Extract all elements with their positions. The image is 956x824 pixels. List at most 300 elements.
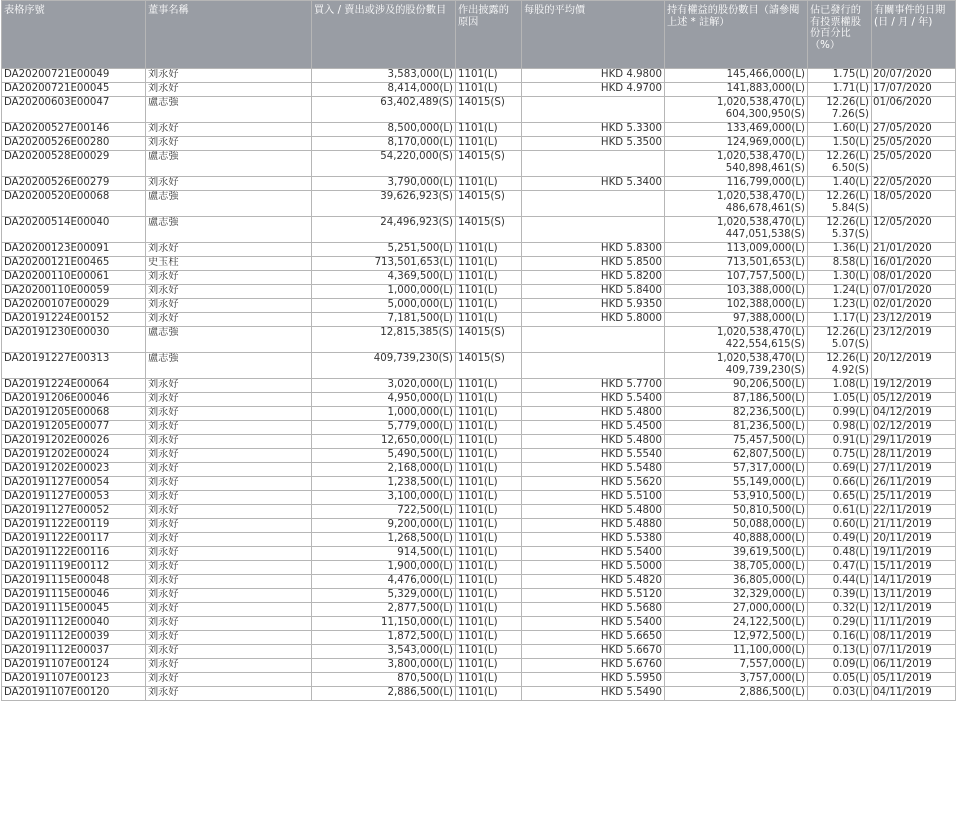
cell-disclosure-reason: 1101(L) bbox=[456, 561, 522, 575]
cell-disclosure-reason: 1101(L) bbox=[456, 285, 522, 299]
cell-average-price: HKD 4.9700 bbox=[522, 83, 665, 97]
cell-form-serial bbox=[2, 69, 146, 83]
cell-percentage: 0.99(L) bbox=[808, 407, 872, 421]
table-row bbox=[2, 97, 956, 123]
form-serial-link[interactable]: DA20191202E00026 bbox=[4, 435, 110, 446]
cell-shares-held: 81,236,500(L) bbox=[665, 421, 808, 435]
cell-shares-held: 1,020,538,470(L) 422,554,615(S) bbox=[665, 327, 808, 353]
cell-event-date: 19/12/2019 bbox=[872, 379, 956, 393]
cell-form-serial bbox=[2, 575, 146, 589]
cell-shares-held: 1,020,538,470(L) 447,051,538(S) bbox=[665, 217, 808, 243]
cell-shares-held: 713,501,653(L) bbox=[665, 257, 808, 271]
cell-form-serial bbox=[2, 313, 146, 327]
cell-disclosure-reason: 1101(L) bbox=[456, 69, 522, 83]
cell-form-serial bbox=[2, 285, 146, 299]
cell-disclosure-reason: 1101(L) bbox=[456, 603, 522, 617]
cell-shares-held: 50,810,500(L) bbox=[665, 505, 808, 519]
cell-percentage: 0.47(L) bbox=[808, 561, 872, 575]
cell-form-serial bbox=[2, 617, 146, 631]
cell-shares-held: 1,020,538,470(L) 409,739,230(S) bbox=[665, 353, 808, 379]
form-serial-link[interactable]: DA20200107E00029 bbox=[4, 299, 110, 310]
cell-form-serial bbox=[2, 137, 146, 151]
cell-event-date: 27/11/2019 bbox=[872, 463, 956, 477]
cell-disclosure-reason: 1101(L) bbox=[456, 589, 522, 603]
cell-shares-involved: 3,543,000(L) bbox=[312, 645, 456, 659]
cell-percentage: 0.39(L) bbox=[808, 589, 872, 603]
cell-event-date: 22/05/2020 bbox=[872, 177, 956, 191]
header-percentage: 佔已發行的有投票權股份百分比（%） bbox=[808, 1, 872, 69]
cell-average-price: HKD 5.8200 bbox=[522, 271, 665, 285]
cell-form-serial bbox=[2, 97, 146, 123]
form-serial-link[interactable]: DA20191230E00030 bbox=[4, 327, 110, 338]
form-serial-link[interactable]: DA20200514E00040 bbox=[4, 217, 110, 228]
cell-event-date: 28/11/2019 bbox=[872, 449, 956, 463]
cell-average-price: HKD 5.9350 bbox=[522, 299, 665, 313]
cell-event-date: 02/01/2020 bbox=[872, 299, 956, 313]
cell-shares-held: 75,457,500(L) bbox=[665, 435, 808, 449]
cell-form-serial bbox=[2, 83, 146, 97]
cell-percentage: 0.75(L) bbox=[808, 449, 872, 463]
cell-event-date: 02/12/2019 bbox=[872, 421, 956, 435]
table-row bbox=[2, 603, 956, 617]
cell-form-serial bbox=[2, 271, 146, 285]
form-serial-link[interactable]: DA20191115E00048 bbox=[4, 575, 110, 586]
table-body bbox=[2, 69, 956, 701]
cell-event-date: 04/11/2019 bbox=[872, 687, 956, 701]
cell-percentage: 1.60(L) bbox=[808, 123, 872, 137]
cell-director-name: 史玉柱 bbox=[146, 257, 312, 271]
cell-average-price bbox=[522, 191, 665, 217]
cell-shares-held: 133,469,000(L) bbox=[665, 123, 808, 137]
form-serial-link[interactable]: DA20191122E00119 bbox=[4, 519, 110, 530]
table-row bbox=[2, 257, 956, 271]
table-row bbox=[2, 547, 956, 561]
table-row bbox=[2, 687, 956, 701]
cell-disclosure-reason: 1101(L) bbox=[456, 659, 522, 673]
cell-average-price: HKD 5.4880 bbox=[522, 519, 665, 533]
cell-average-price: HKD 5.3500 bbox=[522, 137, 665, 151]
form-serial-link[interactable]: DA20191227E00313 bbox=[4, 353, 110, 364]
cell-shares-held: 24,122,500(L) bbox=[665, 617, 808, 631]
cell-director-name: 刘永好 bbox=[146, 463, 312, 477]
cell-form-serial bbox=[2, 659, 146, 673]
cell-director-name: 刘永好 bbox=[146, 561, 312, 575]
form-serial-link[interactable]: DA20191202E00023 bbox=[4, 463, 110, 474]
cell-shares-involved: 1,268,500(L) bbox=[312, 533, 456, 547]
cell-director-name: 刘永好 bbox=[146, 589, 312, 603]
cell-disclosure-reason: 14015(S) bbox=[456, 217, 522, 243]
table-row bbox=[2, 191, 956, 217]
cell-disclosure-reason: 1101(L) bbox=[456, 393, 522, 407]
cell-form-serial bbox=[2, 123, 146, 137]
form-serial-link[interactable]: DA20191112E00040 bbox=[4, 617, 110, 628]
cell-disclosure-reason: 14015(S) bbox=[456, 353, 522, 379]
cell-average-price: HKD 5.6650 bbox=[522, 631, 665, 645]
cell-director-name: 刘永好 bbox=[146, 687, 312, 701]
cell-director-name: 刘永好 bbox=[146, 505, 312, 519]
form-serial-link[interactable]: DA20191127E00053 bbox=[4, 491, 110, 502]
cell-shares-involved: 713,501,653(L) bbox=[312, 257, 456, 271]
cell-disclosure-reason: 1101(L) bbox=[456, 177, 522, 191]
cell-form-serial bbox=[2, 477, 146, 491]
cell-director-name: 刘永好 bbox=[146, 435, 312, 449]
cell-shares-held: 102,388,000(L) bbox=[665, 299, 808, 313]
table-row bbox=[2, 285, 956, 299]
cell-director-name: 刘永好 bbox=[146, 645, 312, 659]
cell-disclosure-reason: 1101(L) bbox=[456, 631, 522, 645]
table-row bbox=[2, 327, 956, 353]
cell-director-name: 刘永好 bbox=[146, 83, 312, 97]
table-row bbox=[2, 271, 956, 285]
cell-average-price: HKD 5.4820 bbox=[522, 575, 665, 589]
cell-percentage: 1.30(L) bbox=[808, 271, 872, 285]
cell-shares-involved: 1,900,000(L) bbox=[312, 561, 456, 575]
cell-disclosure-reason: 14015(S) bbox=[456, 191, 522, 217]
cell-percentage: 0.44(L) bbox=[808, 575, 872, 589]
cell-form-serial bbox=[2, 673, 146, 687]
form-serial-link[interactable]: DA20191202E00024 bbox=[4, 449, 110, 460]
cell-director-name: 刘永好 bbox=[146, 137, 312, 151]
cell-disclosure-reason: 14015(S) bbox=[456, 97, 522, 123]
form-serial-link[interactable]: DA20191112E00037 bbox=[4, 645, 110, 656]
cell-form-serial bbox=[2, 491, 146, 505]
cell-shares-held: 11,100,000(L) bbox=[665, 645, 808, 659]
cell-event-date: 22/11/2019 bbox=[872, 505, 956, 519]
table-row bbox=[2, 407, 956, 421]
cell-disclosure-reason: 1101(L) bbox=[456, 645, 522, 659]
form-serial-link[interactable]: DA20191119E00112 bbox=[4, 561, 110, 572]
form-serial-link[interactable]: DA20200123E00091 bbox=[4, 243, 110, 254]
cell-disclosure-reason: 1101(L) bbox=[456, 449, 522, 463]
cell-shares-involved: 63,402,489(S) bbox=[312, 97, 456, 123]
cell-average-price: HKD 5.8400 bbox=[522, 285, 665, 299]
cell-percentage: 0.29(L) bbox=[808, 617, 872, 631]
cell-percentage: 1.05(L) bbox=[808, 393, 872, 407]
cell-shares-involved: 8,414,000(L) bbox=[312, 83, 456, 97]
cell-director-name: 刘永好 bbox=[146, 299, 312, 313]
cell-disclosure-reason: 1101(L) bbox=[456, 421, 522, 435]
table-row bbox=[2, 561, 956, 575]
cell-average-price: HKD 5.5400 bbox=[522, 617, 665, 631]
cell-shares-involved: 2,168,000(L) bbox=[312, 463, 456, 477]
cell-shares-involved: 3,583,000(L) bbox=[312, 69, 456, 83]
cell-percentage: 1.36(L) bbox=[808, 243, 872, 257]
form-serial-link[interactable]: DA20191127E00054 bbox=[4, 477, 110, 488]
cell-shares-involved: 5,000,000(L) bbox=[312, 299, 456, 313]
header-director-name: 董事名稱 bbox=[146, 1, 312, 69]
form-serial-link[interactable]: DA20191205E00068 bbox=[4, 407, 110, 418]
cell-director-name: 刘永好 bbox=[146, 69, 312, 83]
cell-director-name: 刘永好 bbox=[146, 407, 312, 421]
cell-director-name: 刘永好 bbox=[146, 547, 312, 561]
form-serial-link[interactable]: DA20191107E00123 bbox=[4, 673, 110, 684]
form-serial-link[interactable]: DA20200121E00465 bbox=[4, 257, 110, 268]
cell-shares-involved: 914,500(L) bbox=[312, 547, 456, 561]
cell-average-price bbox=[522, 97, 665, 123]
cell-shares-involved: 12,650,000(L) bbox=[312, 435, 456, 449]
cell-shares-involved: 9,200,000(L) bbox=[312, 519, 456, 533]
table-row bbox=[2, 421, 956, 435]
cell-director-name: 盧志強 bbox=[146, 191, 312, 217]
cell-average-price: HKD 5.6670 bbox=[522, 645, 665, 659]
cell-director-name: 刘永好 bbox=[146, 379, 312, 393]
cell-average-price: HKD 5.5490 bbox=[522, 687, 665, 701]
cell-director-name: 刘永好 bbox=[146, 285, 312, 299]
cell-director-name: 刘永好 bbox=[146, 271, 312, 285]
cell-shares-involved: 1,000,000(L) bbox=[312, 407, 456, 421]
cell-average-price: HKD 5.5400 bbox=[522, 547, 665, 561]
cell-disclosure-reason: 1101(L) bbox=[456, 137, 522, 151]
form-serial-link[interactable]: DA20191122E00117 bbox=[4, 533, 110, 544]
cell-director-name: 刘永好 bbox=[146, 659, 312, 673]
cell-percentage: 12.26(L) 4.92(S) bbox=[808, 353, 872, 379]
cell-shares-involved: 5,329,000(L) bbox=[312, 589, 456, 603]
table-row bbox=[2, 243, 956, 257]
table-row bbox=[2, 137, 956, 151]
form-serial-link[interactable]: DA20200520E00068 bbox=[4, 191, 110, 202]
cell-percentage: 0.65(L) bbox=[808, 491, 872, 505]
cell-director-name: 刘永好 bbox=[146, 617, 312, 631]
cell-percentage: 1.50(L) bbox=[808, 137, 872, 151]
cell-disclosure-reason: 1101(L) bbox=[456, 435, 522, 449]
cell-disclosure-reason: 1101(L) bbox=[456, 379, 522, 393]
cell-event-date: 07/11/2019 bbox=[872, 645, 956, 659]
form-serial-link[interactable]: DA20200527E00146 bbox=[4, 123, 110, 134]
cell-percentage: 0.16(L) bbox=[808, 631, 872, 645]
table-row bbox=[2, 449, 956, 463]
header-row bbox=[2, 1, 956, 69]
cell-form-serial bbox=[2, 435, 146, 449]
cell-percentage: 0.32(L) bbox=[808, 603, 872, 617]
cell-shares-involved: 4,476,000(L) bbox=[312, 575, 456, 589]
cell-shares-held: 40,888,000(L) bbox=[665, 533, 808, 547]
cell-shares-held: 32,329,000(L) bbox=[665, 589, 808, 603]
form-serial-link[interactable]: DA20191107E00124 bbox=[4, 659, 110, 670]
cell-average-price: HKD 5.3300 bbox=[522, 123, 665, 137]
cell-shares-held: 53,910,500(L) bbox=[665, 491, 808, 505]
cell-disclosure-reason: 1101(L) bbox=[456, 533, 522, 547]
cell-form-serial bbox=[2, 177, 146, 191]
cell-disclosure-reason: 1101(L) bbox=[456, 407, 522, 421]
cell-percentage: 0.48(L) bbox=[808, 547, 872, 561]
cell-shares-involved: 5,779,000(L) bbox=[312, 421, 456, 435]
cell-event-date: 16/01/2020 bbox=[872, 257, 956, 271]
header-average-price: 每股的平均價 bbox=[522, 1, 665, 69]
table-row bbox=[2, 69, 956, 83]
cell-disclosure-reason: 1101(L) bbox=[456, 271, 522, 285]
cell-disclosure-reason: 1101(L) bbox=[456, 547, 522, 561]
form-serial-link[interactable]: DA20191122E00116 bbox=[4, 547, 110, 558]
table-row bbox=[2, 505, 956, 519]
form-serial-link[interactable]: DA20200603E00047 bbox=[4, 97, 110, 108]
table-row bbox=[2, 659, 956, 673]
cell-percentage: 8.58(L) bbox=[808, 257, 872, 271]
cell-shares-held: 50,088,000(L) bbox=[665, 519, 808, 533]
form-serial-link[interactable]: DA20200110E00061 bbox=[4, 271, 110, 282]
form-serial-link[interactable]: DA20200526E00279 bbox=[4, 177, 110, 188]
cell-shares-held: 97,388,000(L) bbox=[665, 313, 808, 327]
form-serial-link[interactable]: DA20200528E00029 bbox=[4, 151, 110, 162]
cell-shares-held: 57,317,000(L) bbox=[665, 463, 808, 477]
cell-percentage: 0.03(L) bbox=[808, 687, 872, 701]
cell-shares-held: 3,757,000(L) bbox=[665, 673, 808, 687]
cell-form-serial bbox=[2, 463, 146, 477]
form-serial-link[interactable]: DA20191115E00046 bbox=[4, 589, 110, 600]
cell-shares-held: 141,883,000(L) bbox=[665, 83, 808, 97]
cell-percentage: 1.08(L) bbox=[808, 379, 872, 393]
cell-director-name: 刘永好 bbox=[146, 393, 312, 407]
cell-average-price: HKD 5.5120 bbox=[522, 589, 665, 603]
form-serial-link[interactable]: DA20200110E00059 bbox=[4, 285, 110, 296]
cell-director-name: 刘永好 bbox=[146, 123, 312, 137]
cell-form-serial bbox=[2, 645, 146, 659]
form-serial-link[interactable]: DA20191224E00152 bbox=[4, 313, 110, 324]
cell-percentage: 1.75(L) bbox=[808, 69, 872, 83]
cell-percentage: 0.05(L) bbox=[808, 673, 872, 687]
table-row bbox=[2, 435, 956, 449]
table-row bbox=[2, 631, 956, 645]
cell-director-name: 刘永好 bbox=[146, 575, 312, 589]
form-serial-link[interactable]: DA20191205E00077 bbox=[4, 421, 110, 432]
table-row bbox=[2, 177, 956, 191]
cell-form-serial bbox=[2, 589, 146, 603]
cell-average-price bbox=[522, 353, 665, 379]
cell-percentage: 1.23(L) bbox=[808, 299, 872, 313]
cell-form-serial bbox=[2, 631, 146, 645]
cell-shares-involved: 24,496,923(S) bbox=[312, 217, 456, 243]
cell-form-serial bbox=[2, 191, 146, 217]
cell-percentage: 12.26(L) 5.37(S) bbox=[808, 217, 872, 243]
cell-form-serial bbox=[2, 603, 146, 617]
cell-director-name: 刘永好 bbox=[146, 177, 312, 191]
table-row bbox=[2, 379, 956, 393]
cell-shares-held: 82,236,500(L) bbox=[665, 407, 808, 421]
form-serial-link[interactable]: DA20200526E00280 bbox=[4, 137, 110, 148]
cell-event-date: 17/07/2020 bbox=[872, 83, 956, 97]
cell-form-serial bbox=[2, 151, 146, 177]
cell-shares-involved: 3,790,000(L) bbox=[312, 177, 456, 191]
cell-average-price: HKD 5.5400 bbox=[522, 393, 665, 407]
table-row bbox=[2, 673, 956, 687]
cell-disclosure-reason: 1101(L) bbox=[456, 617, 522, 631]
cell-shares-held: 113,009,000(L) bbox=[665, 243, 808, 257]
cell-average-price: HKD 5.5950 bbox=[522, 673, 665, 687]
cell-form-serial bbox=[2, 299, 146, 313]
cell-event-date: 04/12/2019 bbox=[872, 407, 956, 421]
cell-average-price: HKD 5.4800 bbox=[522, 435, 665, 449]
cell-disclosure-reason: 1101(L) bbox=[456, 687, 522, 701]
cell-shares-involved: 11,150,000(L) bbox=[312, 617, 456, 631]
cell-shares-involved: 39,626,923(S) bbox=[312, 191, 456, 217]
cell-shares-held: 116,799,000(L) bbox=[665, 177, 808, 191]
cell-event-date: 20/07/2020 bbox=[872, 69, 956, 83]
cell-form-serial bbox=[2, 327, 146, 353]
table-row bbox=[2, 491, 956, 505]
cell-director-name: 盧志強 bbox=[146, 327, 312, 353]
cell-average-price: HKD 4.9800 bbox=[522, 69, 665, 83]
cell-form-serial bbox=[2, 217, 146, 243]
cell-average-price: HKD 5.5540 bbox=[522, 449, 665, 463]
cell-disclosure-reason: 1101(L) bbox=[456, 257, 522, 271]
cell-event-date: 21/11/2019 bbox=[872, 519, 956, 533]
cell-disclosure-reason: 1101(L) bbox=[456, 673, 522, 687]
cell-event-date: 15/11/2019 bbox=[872, 561, 956, 575]
cell-disclosure-reason: 1101(L) bbox=[456, 477, 522, 491]
cell-director-name: 盧志強 bbox=[146, 353, 312, 379]
form-serial-link[interactable]: DA20191206E00046 bbox=[4, 393, 110, 404]
cell-shares-held: 107,757,500(L) bbox=[665, 271, 808, 285]
cell-form-serial bbox=[2, 547, 146, 561]
cell-percentage: 1.71(L) bbox=[808, 83, 872, 97]
cell-shares-held: 27,000,000(L) bbox=[665, 603, 808, 617]
form-serial-link[interactable]: DA20191115E00045 bbox=[4, 603, 110, 614]
form-serial-link[interactable]: DA20200721E00045 bbox=[4, 83, 110, 94]
cell-event-date: 07/01/2020 bbox=[872, 285, 956, 299]
cell-event-date: 25/05/2020 bbox=[872, 151, 956, 177]
cell-average-price: HKD 5.5680 bbox=[522, 603, 665, 617]
cell-director-name: 刘永好 bbox=[146, 631, 312, 645]
form-serial-link[interactable]: DA20191107E00120 bbox=[4, 687, 110, 698]
cell-average-price: HKD 5.4500 bbox=[522, 421, 665, 435]
cell-director-name: 刘永好 bbox=[146, 673, 312, 687]
cell-percentage: 12.26(L) 6.50(S) bbox=[808, 151, 872, 177]
cell-director-name: 刘永好 bbox=[146, 533, 312, 547]
table-row bbox=[2, 463, 956, 477]
cell-event-date: 19/11/2019 bbox=[872, 547, 956, 561]
cell-disclosure-reason: 1101(L) bbox=[456, 463, 522, 477]
cell-form-serial bbox=[2, 407, 146, 421]
cell-event-date: 23/12/2019 bbox=[872, 313, 956, 327]
cell-event-date: 08/11/2019 bbox=[872, 631, 956, 645]
cell-average-price: HKD 5.5380 bbox=[522, 533, 665, 547]
cell-director-name: 刘永好 bbox=[146, 603, 312, 617]
table-row bbox=[2, 477, 956, 491]
table-row bbox=[2, 151, 956, 177]
cell-average-price bbox=[522, 217, 665, 243]
cell-average-price: HKD 5.4800 bbox=[522, 407, 665, 421]
cell-percentage: 0.09(L) bbox=[808, 659, 872, 673]
cell-event-date: 25/05/2020 bbox=[872, 137, 956, 151]
cell-form-serial bbox=[2, 393, 146, 407]
cell-shares-held: 1,020,538,470(L) 486,678,461(S) bbox=[665, 191, 808, 217]
cell-form-serial bbox=[2, 519, 146, 533]
cell-shares-held: 36,805,000(L) bbox=[665, 575, 808, 589]
cell-shares-held: 7,557,000(L) bbox=[665, 659, 808, 673]
form-serial-link[interactable]: DA20191224E00064 bbox=[4, 379, 110, 390]
cell-disclosure-reason: 1101(L) bbox=[456, 575, 522, 589]
cell-shares-involved: 8,170,000(L) bbox=[312, 137, 456, 151]
cell-shares-involved: 1,872,500(L) bbox=[312, 631, 456, 645]
cell-shares-involved: 870,500(L) bbox=[312, 673, 456, 687]
form-serial-link[interactable]: DA20191112E00039 bbox=[4, 631, 110, 642]
cell-form-serial bbox=[2, 687, 146, 701]
cell-percentage: 0.91(L) bbox=[808, 435, 872, 449]
cell-director-name: 刘永好 bbox=[146, 449, 312, 463]
table-row bbox=[2, 83, 956, 97]
form-serial-link[interactable]: DA20200721E00049 bbox=[4, 69, 110, 80]
cell-disclosure-reason: 1101(L) bbox=[456, 491, 522, 505]
table-row bbox=[2, 353, 956, 379]
cell-form-serial bbox=[2, 243, 146, 257]
cell-shares-held: 55,149,000(L) bbox=[665, 477, 808, 491]
form-serial-link[interactable]: DA20191127E00052 bbox=[4, 505, 110, 516]
cell-shares-involved: 54,220,000(S) bbox=[312, 151, 456, 177]
cell-average-price: HKD 5.5100 bbox=[522, 491, 665, 505]
table-row bbox=[2, 645, 956, 659]
cell-form-serial bbox=[2, 449, 146, 463]
cell-average-price: HKD 5.5620 bbox=[522, 477, 665, 491]
cell-shares-involved: 4,950,000(L) bbox=[312, 393, 456, 407]
